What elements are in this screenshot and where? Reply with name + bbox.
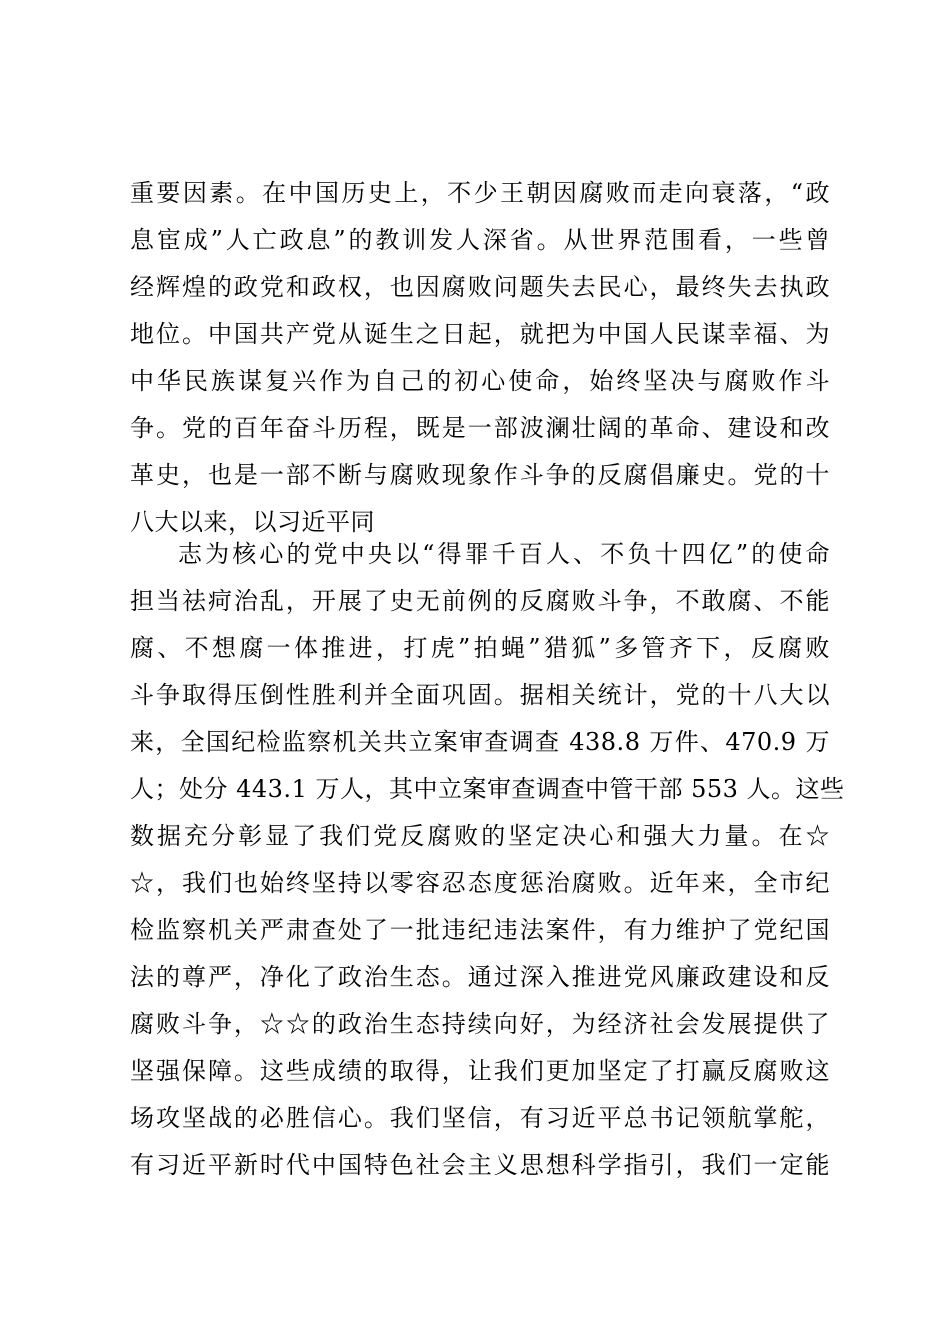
text-line: 重要因素。在中国历史上，不少王朝因腐败而走向衰落，“政 bbox=[130, 179, 830, 207]
text-line: 有习近平新时代中国特色社会主义思想科学指引，我们一定能 bbox=[130, 1151, 830, 1179]
paragraph-2 bbox=[130, 531, 845, 1189]
text-line: 八大以来，以习近平同 bbox=[130, 508, 375, 536]
text-line: 坚强保障。这些成绩的取得，让我们更加坚定了打赢反腐败这 bbox=[130, 1057, 830, 1085]
text-line: 息宦成”人亡政息”的教训发人深省。从世界范围看，一些曾 bbox=[130, 226, 830, 254]
text-line: 经辉煌的政党和政权，也因腐败问题失去民心，最终失去执政 bbox=[130, 273, 830, 301]
text-line: 争。党的百年奋斗历程，既是一部波澜壮阔的革命、建设和改 bbox=[130, 414, 830, 442]
text-line: 来，全国纪检监察机关共立案审查调查 438.8 万件、470.9 万 bbox=[130, 728, 830, 756]
text-line: ☆，我们也始终坚持以零容忍态度惩治腐败。近年来，全市纪 bbox=[130, 869, 830, 897]
text-line: 斗争取得压倒性胜利并全面巩固。据相关统计，党的十八大以 bbox=[130, 681, 830, 709]
text-line: 场攻坚战的必胜信心。我们坚信，有习近平总书记领航掌舵， bbox=[130, 1104, 830, 1132]
text-line: 腐、不想腐一体推进，打虎”拍蝇”猎狐”多管齐下，反腐败 bbox=[130, 634, 830, 662]
text-line: 担当祛疴治乱，开展了史无前例的反腐败斗争，不敢腐、不能 bbox=[130, 587, 830, 615]
paragraph-1 bbox=[130, 170, 830, 546]
text-line: 人；处分 443.1 万人，其中立案审查调查中管干部 553 人。这些 bbox=[130, 775, 845, 803]
text-line: 数据充分彰显了我们党反腐败的坚定决心和强大力量。在☆ bbox=[130, 822, 830, 850]
text-line: 中华民族谋复兴作为自己的初心使命，始终坚决与腐败作斗 bbox=[130, 367, 830, 395]
text-line: 检监察机关严肃查处了一批违纪违法案件，有力维护了党纪国 bbox=[130, 916, 830, 944]
text-line: 地位。中国共产党从诞生之日起，就把为中国人民谋幸福、为 bbox=[130, 320, 830, 348]
text-line: 腐败斗争，☆☆的政治生态持续向好，为经济社会发展提供了 bbox=[130, 1010, 830, 1038]
text-line: 革史，也是一部不断与腐败现象作斗争的反腐倡廉史。党的十 bbox=[130, 461, 830, 489]
text-line: 志为核心的党中央以“得罪千百人、不负十四亿”的使命 bbox=[178, 540, 830, 568]
text-line: 法的尊严，净化了政治生态。通过深入推进党风廉政建设和反 bbox=[130, 963, 830, 991]
